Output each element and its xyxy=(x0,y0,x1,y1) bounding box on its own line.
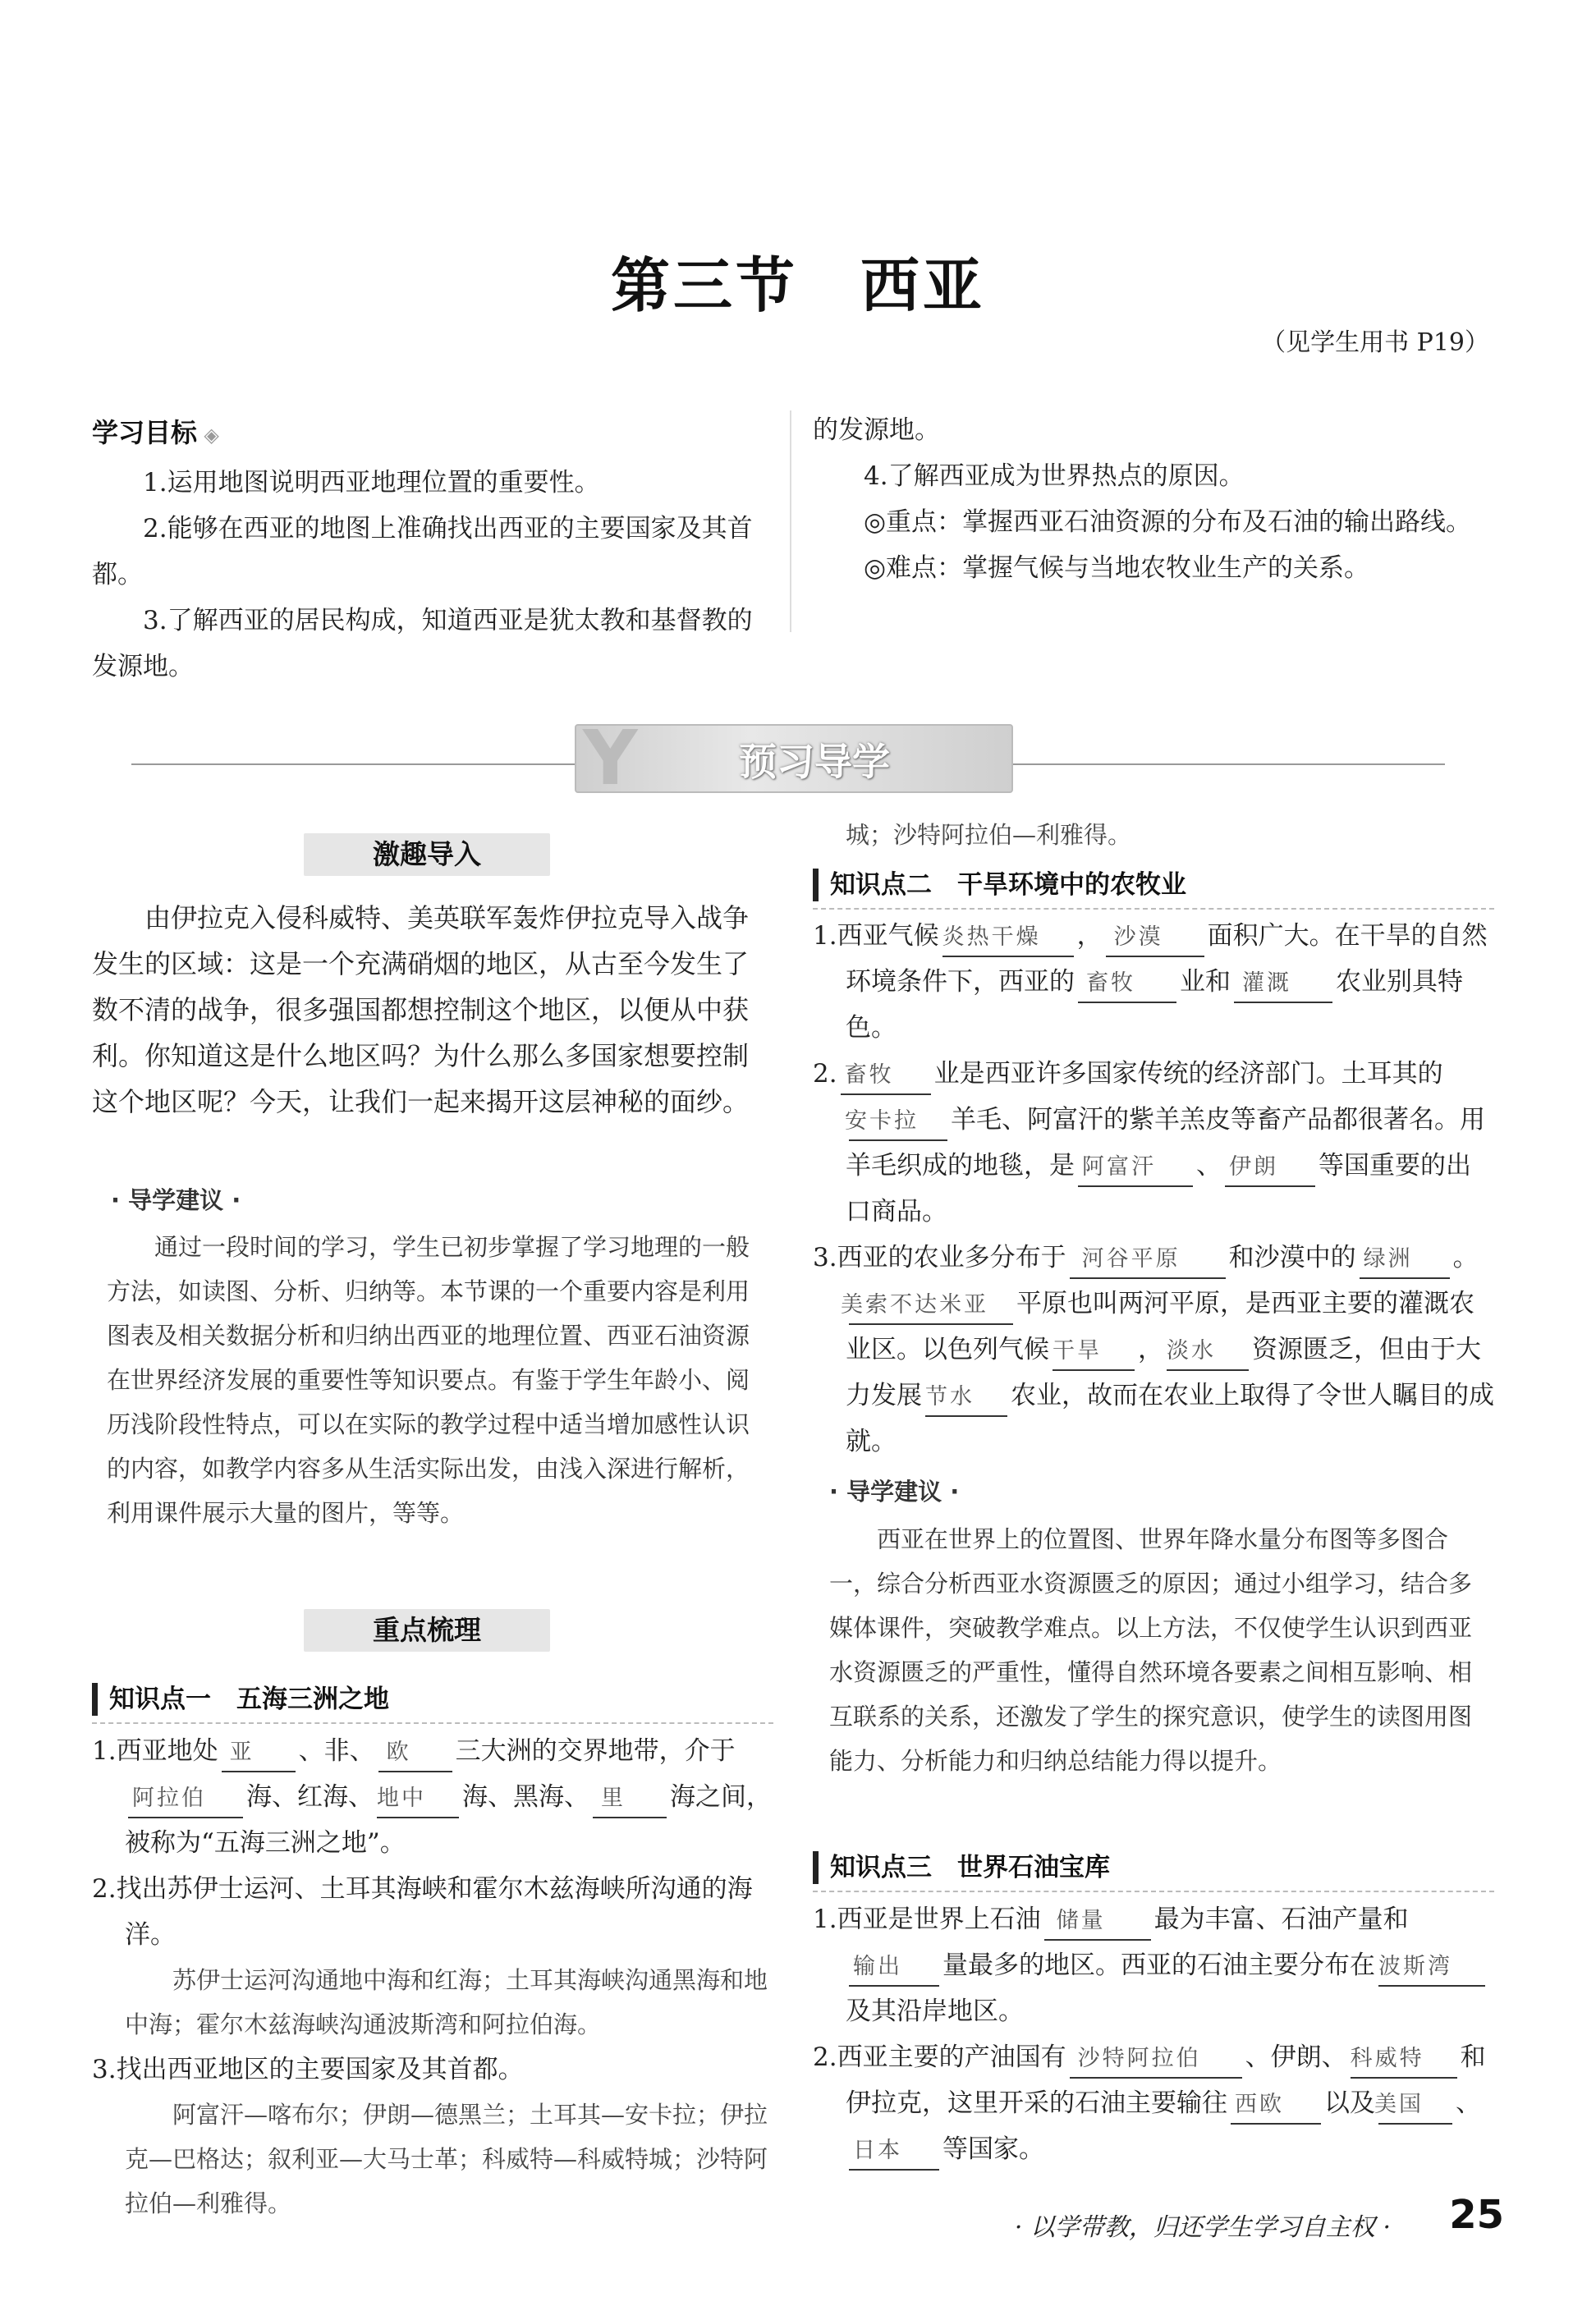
page-number: 25 xyxy=(1449,2192,1504,2238)
kp2-content xyxy=(813,913,1494,1465)
banner-line-left xyxy=(131,763,575,765)
objectives-right xyxy=(813,407,1494,591)
kp2-q2: 2. 畜牧 业是西亚许多国家传统的经济部门。土耳其的安卡拉 羊毛、阿富汗的紫羊羔皮等畜产品都很著名。用羊毛织成的地毯，是 阿富汗 、 伊朗 等国重要的出口商品。 xyxy=(813,1059,1485,1226)
kp3-content xyxy=(813,1896,1494,2172)
kp3-title: 知识点三 世界石油宝库 xyxy=(813,1851,1487,1884)
kp2-suggest-text: 西亚在世界上的位置图、世界年降水量分布图等多图合一，综合分析西亚水资源匮乏的原因；通过小组学习，结合多媒体课件，突破教学难点。以上方法，不仅使学生认识到西亚水资源匮乏的严重性，懂得自然环境各要素之间相互影响、相互联系的关系，还激发了学生的探究意识，使学生的读图用图能力、分析能力和归纳总结能力得以提升。 xyxy=(829,1525,1473,1775)
page-title: 第三节 西亚 xyxy=(610,251,985,320)
objective-4: 4.了解西亚成为世界热点的原因。 xyxy=(864,461,1245,491)
intro-suggest-label: · 导学建议 · xyxy=(111,1186,241,1214)
kp1-a2: 苏伊士运河沟通地中海和红海；土耳其海峡沟通黑海和地中海；霍尔木兹海峡沟通波斯湾和阿拉伯海。 xyxy=(125,1966,768,2038)
objective-3: 3.了解西亚的居民构成，知道西亚是犹太教和基督教的发源地。 xyxy=(92,606,753,681)
banner-letter: Y xyxy=(583,714,638,802)
column-divider xyxy=(790,410,791,632)
objective-1: 1.运用地图说明西亚地理位置的重要性。 xyxy=(143,468,600,497)
footer-motto: · 以学带教，归还学生学习自主权 · xyxy=(1014,2213,1391,2242)
kp2-title: 知识点二 干旱环境中的农牧业 xyxy=(813,869,1487,901)
kp2-q1: 1.西亚气候 炎热干燥 ， 沙漠 面积广大。在干旱的自然环境条件下，西亚的 畜牧 业和 灌溉 农业别具特色。 xyxy=(813,921,1488,1043)
banner-line-right xyxy=(1010,763,1445,765)
kp1-content xyxy=(92,1728,773,2217)
difficulty-point: ◎难点：掌握气候与当地农牧业生产的关系。 xyxy=(864,553,1370,583)
diamond-icon: ◈ xyxy=(197,424,219,447)
intro-text: 由伊拉克入侵科威特、美英联军轰炸伊拉克导入战争发生的区域：这是一个充满硝烟的地区，从古至今发生了数不清的战争，很多强国都想控制这个地区，以便从中获利。你知道这是什么地区吗？为什么那么多国家想要控制这个地区呢？今天，让我们一起来揭开这层神秘的面纱。 xyxy=(92,902,750,1117)
review-heading: 重点梳理 xyxy=(304,1609,550,1652)
kp2-suggest-label: · 导学建议 · xyxy=(829,1478,960,1506)
kp2-q3: 3.西亚的农业多分布于 河谷平原 和沙漠中的 绿洲 。美索不达米亚 平原也叫两河平原，是西亚主要的灌溉农业区。以色列气候 干旱 ， 淡水 资源匮乏，但由于大力发展 节水 农业，故而在农业上取得了令世人瞩目的成就。 xyxy=(813,1243,1494,1456)
focus-point: ◎重点：掌握西亚石油资源的分布及石油的输出路线。 xyxy=(864,507,1472,537)
kp3-q1: 1.西亚是世界上石油 储量 最为丰富、石油产量和输出 量最多的地区。西亚的石油主要分布在 波斯湾及其沿岸地区。 xyxy=(813,1896,1494,2034)
kp1-q1: 1.西亚地处 亚 、非、 欧 三大洲的交界地带，介于阿拉伯 海、红海、 地中 海、黑海、 里 海之间，被称为“五海三洲之地”。 xyxy=(92,1736,772,1858)
kp1-title: 知识点一 五海三洲之地 xyxy=(92,1683,766,1716)
objectives-left xyxy=(92,460,773,681)
intro-heading: 激趣导入 xyxy=(304,833,550,876)
kp1-a3-continued: 城；沙特阿拉伯—利雅得。 xyxy=(846,821,1132,849)
banner-title: 预习导学 xyxy=(739,740,890,784)
kp2-dashed-line xyxy=(813,908,1494,910)
objective-2: 2.能够在西亚的地图上准确找出西亚的主要国家及其首都。 xyxy=(92,514,753,589)
student-book-reference: （见学生用书 P19） xyxy=(1261,328,1489,357)
intro-suggest-text: 通过一段时间的学习，学生已初步掌握了学习地理的一般方法，如读图、分析、归纳等。本节课的一个重要内容是利用图表及相关数据分析和归纳出西亚的地理位置、西亚石油资源在世界经济发展的重要性等知识要点。有鉴于学生年龄小、阅历浅阶段性特点，可以在实际的教学过程中适当增加感性认识的内容，如教学内容多从生活实际出发，由浅入深进行解析，利用课件展示大量的图片，等等。 xyxy=(107,1233,750,1527)
kp1-q2: 2.找出苏伊士运河、土耳其海峡和霍尔木兹海峡所沟通的海洋。 xyxy=(92,1874,753,1950)
kp1-a3: 阿富汗—喀布尔；伊朗—德黑兰；土耳其—安卡拉；伊拉克—巴格达；叙利亚—大马士革；科威特—科威特城；沙特阿拉伯—利雅得。 xyxy=(125,2101,768,2217)
kp1-dashed-line xyxy=(92,1722,773,1724)
kp3-q2: 2.西亚主要的产油国有 沙特阿拉伯 、伊朗、 科威特 和伊拉克，这里开采的石油主要输往 西欧 以及美国 、日本 等国家。 xyxy=(813,2034,1494,2172)
kp1-q3: 3.找出西亚地区的主要国家及其首都。 xyxy=(92,2055,524,2084)
objectives-heading: 学习目标 ◈ xyxy=(92,417,219,448)
kp3-dashed-line xyxy=(813,1891,1494,1892)
objective-3-continued: 的发源地。 xyxy=(813,415,940,445)
